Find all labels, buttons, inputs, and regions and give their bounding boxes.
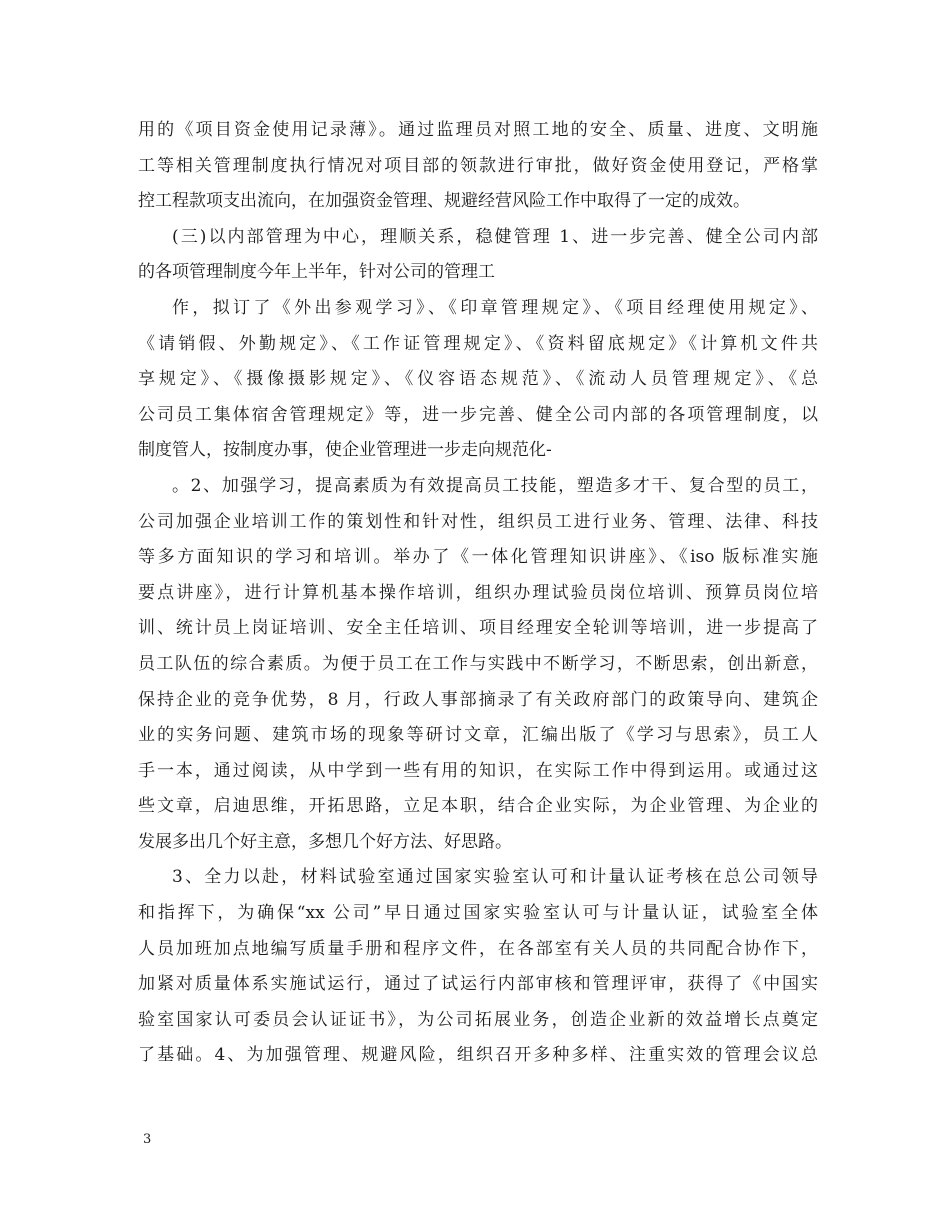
- text-line: 工等相关管理制度执行情况对项目部的领款进行审批，做好资金使用登记，严格掌: [138, 155, 818, 176]
- text-line: 的各项管理制度今年上半年，针对公司的管理工: [138, 262, 495, 283]
- text-line: 《请销假、外勤规定》、《工作证管理规定》、《资料留底规定》《计算机文件共: [138, 333, 818, 354]
- text-line: 作，拟订了《外出参观学习》、《印章管理规定》、《项目经理使用规定》、: [172, 297, 818, 318]
- text-line: (三)以内部管理为中心，理顺关系，稳健管理 1、进一步完善、健全公司内部: [172, 226, 818, 247]
- text-line: 用的《项目资金使用记录薄》。通过监理员对照工地的安全、质量、进度、文明施: [138, 120, 818, 140]
- text-line: 业的实务问题、建筑市场的现象等研讨文章，汇编出版了《学习与思索》，员工人: [138, 725, 818, 746]
- text-line: 验室国家认可委员会认证证书》，为公司拓展业务，创造企业新的效益增长点奠定: [138, 1009, 818, 1030]
- body-text: [138, 113, 818, 1074]
- text-line: 发展多出几个好主意，多想几个好方法、好思路。: [138, 831, 512, 852]
- text-line: 人员加班加点地编写质量手册和程序文件，在各部室有关人员的共同配合协作下，: [138, 938, 818, 959]
- text-line: 员工队伍的综合素质。为便于员工在工作与实践中不断学习，不断思索，创出新意，: [138, 653, 818, 674]
- text-line: 3、全力以赴，材料试验室通过国家实验室认可和计量认证考核在总公司领导: [172, 867, 818, 888]
- text-line: 加紧对质量体系实施试运行，通过了试运行内部审核和管理评审，获得了《中国实: [138, 974, 818, 995]
- text-line: 。2、加强学习，提高素质为有效提高员工技能，塑造多才干、复合型的员工，: [172, 475, 818, 496]
- page-number: 3: [143, 1132, 152, 1147]
- text-line: 保持企业的竞争优势，8 月，行政人事部摘录了有关政府部门的政策导向、建筑企: [138, 689, 818, 710]
- text-line: 控工程款项支出流向，在加强资金管理、规避经营风险工作中取得了一定的成效。: [138, 191, 750, 212]
- text-line: 和指挥下，为确保“xx 公司”早日通过国家实验室认可与计量认证，试验室全体: [138, 903, 818, 924]
- text-line: 公司加强企业培训工作的策划性和针对性，组织员工进行业务、管理、法律、科技: [138, 511, 818, 532]
- text-line: 公司员工集体宿舍管理规定》等，进一步完善、健全公司内部的各项管理制度，以: [138, 404, 818, 425]
- text-line: 了基础。4、为加强管理、规避风险，组织召开多种多样、注重实效的管理会议总: [138, 1045, 818, 1066]
- text-line: 等多方面知识的学习和培训。举办了《一体化管理知识讲座》、《iso 版标准实施: [138, 547, 818, 568]
- text-line: 享规定》、《摄像摄影规定》、《仪容语态规范》、《流动人员管理规定》、《总: [138, 369, 818, 390]
- text-line: 训、统计员上岗证培训、安全主任培训、项目经理安全轮训等培训，进一步提高了: [138, 618, 818, 639]
- text-line: 手一本，通过阅读，从中学到一些有用的知识，在实际工作中得到运用。或通过这: [138, 760, 818, 781]
- text-line: 些文章，启迪思维，开拓思路，立足本职，结合企业实际，为企业管理、为企业的: [138, 796, 818, 817]
- text-line: 要点讲座》，进行计算机基本操作培训，组织办理试验员岗位培训、预算员岗位培: [138, 582, 818, 603]
- text-line: 制度管人，按制度办事，使企业管理进一步走向规范化-: [138, 440, 552, 461]
